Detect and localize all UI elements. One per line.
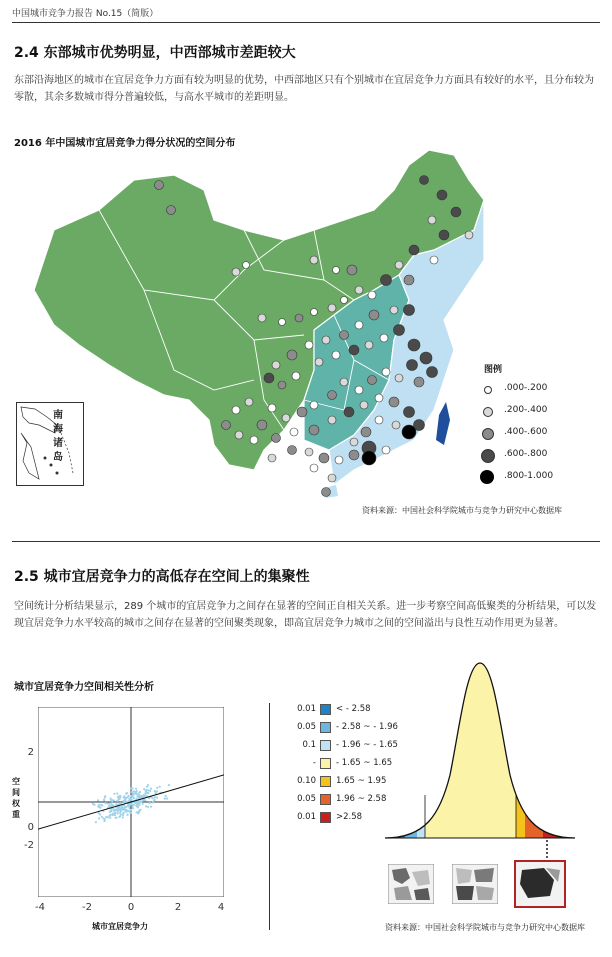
scatter-point: [122, 812, 124, 814]
scatter-point: [133, 804, 135, 806]
y-tick-2: 2: [27, 747, 34, 758]
scatter-point: [113, 793, 115, 795]
scatter-point: [146, 789, 148, 791]
legend-label-3: .400-.600: [504, 427, 548, 437]
header-divider: [12, 22, 600, 23]
scatter-point: [145, 805, 147, 807]
scatter-point: [123, 801, 125, 803]
legend-marker-1: [478, 380, 498, 400]
map-figure-title: 2016 年中国城市宜居竞争力得分状况的空间分布: [14, 138, 236, 149]
china-map: [14, 140, 484, 510]
scatter-point: [136, 811, 138, 813]
y-axis-label: 空间权重: [12, 777, 20, 819]
map-legend-title: 图例: [484, 365, 503, 375]
legend-marker-4: [478, 446, 498, 466]
band-range-6: 1.96 ~ 2.58: [336, 794, 387, 804]
scatter-point: [129, 807, 131, 809]
x-tick-0: 0: [127, 902, 135, 913]
scatter-point: [124, 798, 126, 800]
band-p-6: 0.05: [297, 794, 316, 804]
south-china-sea-inset: [16, 402, 84, 486]
figure-divider: [269, 703, 270, 930]
scatter-point: [108, 815, 110, 817]
scatter-point: [150, 806, 152, 808]
scatter-point: [156, 787, 158, 789]
scatter-point: [101, 816, 103, 818]
scatter-point: [109, 817, 111, 819]
scatter-plot: [38, 707, 224, 897]
section-2-5-paragraph: 空间统计分析结果显示，289 个城市的宜居竞争力之间存在显著的空间正自相关关系。进一步考察空间高低聚类的分析结果，可以发现宜居竞争力水平较高的城市之间存在显著的空间聚类现象，即高宜居竞争力城市之间的空间溢出与良性互动作用更为显著。: [14, 601, 597, 629]
scatter-point: [118, 816, 120, 818]
scatter-point: [130, 809, 132, 811]
scatter-point: [122, 807, 124, 809]
scatter-point: [130, 787, 132, 789]
scatter-point: [142, 803, 144, 805]
scatter-point: [104, 795, 106, 797]
band-range-4: - 1.65 ~ 1.65: [336, 758, 393, 768]
band-swatch-7: [320, 812, 331, 823]
scatter-point: [149, 790, 151, 792]
scatter-point: [110, 810, 112, 812]
scatter-point: [125, 793, 127, 795]
scatter-point: [164, 798, 166, 800]
scatter-point: [146, 786, 148, 788]
cluster-thumbnail-3: [514, 860, 566, 908]
scatter-point: [113, 814, 115, 816]
cluster-thumbnail-2: [452, 864, 498, 904]
section-divider: [12, 541, 600, 542]
scatter-point: [93, 804, 95, 806]
scatter-point: [131, 791, 133, 793]
bell-bands: [385, 655, 575, 840]
scatter-point: [146, 792, 148, 794]
x-tick-neg4: -4: [35, 902, 45, 913]
band-swatch-5: [320, 776, 331, 787]
inset-label: 南海诸岛: [53, 410, 63, 463]
scatter-point: [149, 802, 151, 804]
scatter-point: [122, 816, 124, 818]
scatter-point: [104, 818, 106, 820]
band-p-3: 0.1: [302, 740, 316, 750]
scatter-point: [153, 800, 155, 802]
scatter-point: [168, 784, 170, 786]
scatter-point: [142, 795, 144, 797]
scatter-point: [156, 796, 158, 798]
inset-map: [17, 403, 83, 485]
band-swatch-6: [320, 794, 331, 805]
band-p-5: 0.10: [297, 776, 316, 786]
scatter-point: [135, 788, 137, 790]
scatter-point: [112, 804, 114, 806]
scatter-point: [116, 792, 118, 794]
scatter-point: [117, 812, 119, 814]
scatter-point: [136, 802, 138, 804]
scatter-point: [125, 809, 127, 811]
legend-marker-5: [478, 468, 498, 488]
band-p-1: 0.01: [297, 704, 316, 714]
bell-band-2: [405, 655, 417, 840]
scatter-point: [144, 795, 146, 797]
bell-band-1: [385, 655, 405, 840]
scatter-point: [98, 812, 100, 814]
band-range-5: 1.65 ~ 1.95: [336, 776, 387, 786]
legend-label-4: .600-.800: [504, 449, 548, 459]
cluster-thumbnail-1: [388, 864, 434, 904]
band-p-2: 0.05: [297, 722, 316, 732]
scatter-point: [125, 806, 127, 808]
x-tick-2: 2: [174, 902, 182, 913]
scatter-point: [114, 812, 116, 814]
band-p-7: 0.01: [297, 812, 316, 822]
scatter-point: [119, 796, 121, 798]
scatter-point: [154, 796, 156, 798]
scatter-point: [133, 793, 135, 795]
scatter-point: [113, 799, 115, 801]
scatter-point: [110, 797, 112, 799]
section-2-4-paragraph: 东部沿海地区的城市在宜居竞争力方面有较为明显的优势，中西部地区只有个别城市在宜居竞争力方面具有较好的水平，且分布较为零散，其余多数城市得分普遍较低，与高水平城市的差距明显。: [14, 75, 594, 103]
band-p-4: -: [312, 758, 316, 768]
scatter-point: [138, 804, 140, 806]
y-tick-neg2: -2: [24, 840, 34, 851]
scatter-point: [154, 790, 156, 792]
scatter-point: [137, 796, 139, 798]
scatter-point: [138, 811, 140, 813]
scatter-point: [103, 799, 105, 801]
scatter-point: [132, 807, 134, 809]
map-legend: [478, 380, 590, 490]
scatter-point: [147, 806, 149, 808]
band-swatch-4: [320, 758, 331, 769]
scatter-point: [166, 797, 168, 799]
x-axis-label: 城市宜居竞争力: [92, 922, 148, 931]
y-tick-0: 0: [27, 822, 34, 833]
scatter-point: [109, 802, 111, 804]
band-range-3: - 1.96 ~ - 1.65: [336, 740, 398, 750]
map-source: 资料来源：中国社会科学院城市与竞争力研究中心数据库: [362, 506, 562, 515]
bell-curve-chart: [385, 655, 575, 840]
scatter-point: [132, 797, 134, 799]
bell-band-7: [543, 655, 575, 840]
scatter-point: [143, 788, 145, 790]
page-header: 中国城市竞争力报告 No.15（简版）: [12, 9, 159, 19]
scatter-point: [133, 790, 135, 792]
section-2-4-title: 2.4 东部城市优势明显，中西部城市差距较大: [14, 45, 296, 61]
scatter-point: [115, 809, 117, 811]
legend-marker-3: [478, 424, 498, 444]
band-range-2: - 2.58 ~ - 1.96: [336, 722, 398, 732]
x-tick-4: 4: [217, 902, 225, 913]
scatter-point: [152, 797, 154, 799]
scatter-point: [100, 804, 102, 806]
scatter-point: [122, 814, 124, 816]
band-swatch-3: [320, 740, 331, 751]
dotted-connector: [546, 840, 548, 862]
legend-marker-2: [478, 402, 498, 422]
scatter-point: [129, 812, 131, 814]
bell-band-3: [417, 655, 425, 840]
taiwan-island: [436, 402, 450, 445]
scatter-point: [122, 809, 124, 811]
scatter-point: [152, 801, 154, 803]
scatter-point: [118, 807, 120, 809]
band-range-7: >2.58: [336, 812, 363, 822]
scatter-point: [165, 795, 167, 797]
scatter-point: [130, 803, 132, 805]
scatter-point: [138, 792, 140, 794]
scatter-point: [139, 796, 141, 798]
scatter-point: [98, 817, 100, 819]
legend-label-2: .200-.400: [504, 405, 548, 415]
scatter-point: [150, 788, 152, 790]
scatter-point: [131, 795, 133, 797]
scatter-point: [105, 802, 107, 804]
scatter-point: [120, 810, 122, 812]
band-swatch-1: [320, 704, 331, 715]
scatter-figure-title: 城市宜居竞争力空间相关性分析: [14, 682, 154, 693]
scatter-point: [144, 799, 146, 801]
scatter-point: [159, 786, 161, 788]
scatter-point: [127, 814, 129, 816]
legend-label-5: .800-1.000: [504, 471, 554, 481]
legend-label-1: .000-.200: [504, 383, 548, 393]
x-tick-neg2: -2: [82, 902, 92, 913]
scatter-point: [98, 804, 100, 806]
band-swatch-2: [320, 722, 331, 733]
section-2-5-title: 2.5 城市宜居竞争力的高低存在空间上的集聚性: [14, 569, 310, 585]
scatter-point: [99, 807, 101, 809]
scatter-point: [127, 804, 129, 806]
scatter-point: [116, 800, 118, 802]
bell-band-6: [525, 655, 543, 840]
scatter-point: [156, 790, 158, 792]
scatter-point: [97, 799, 99, 801]
scatter-point: [128, 810, 130, 812]
band-range-1: < - 2.58: [336, 704, 371, 714]
scatter-source: 资料来源：中国社会科学院城市与竞争力研究中心数据库: [385, 923, 585, 932]
scatter-point: [115, 803, 117, 805]
scatter-point: [115, 817, 117, 819]
scatter-point: [127, 795, 129, 797]
scatter-point: [135, 792, 137, 794]
scatter-point: [95, 821, 97, 823]
scatter-point: [105, 816, 107, 818]
scatter-point: [131, 799, 133, 801]
